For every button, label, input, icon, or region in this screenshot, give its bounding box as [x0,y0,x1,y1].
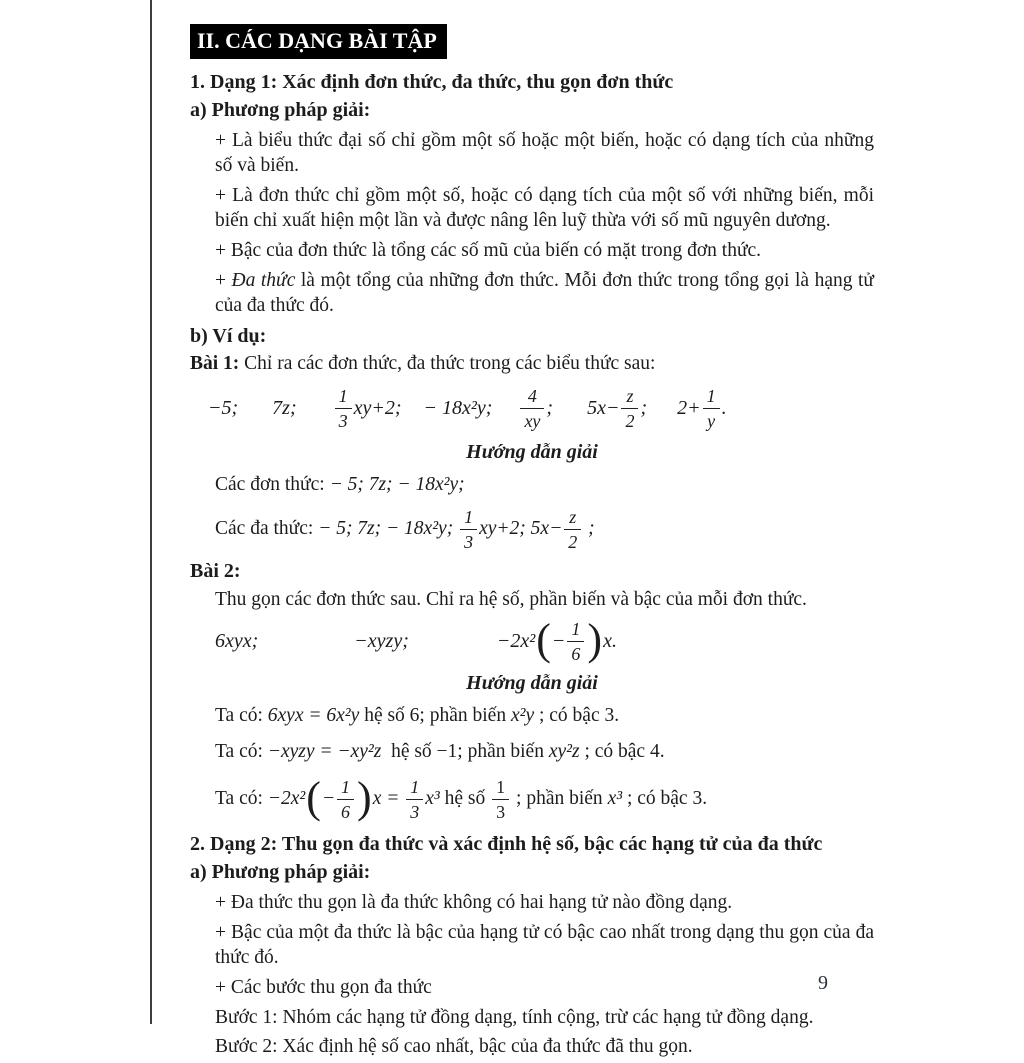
fraction-denominator: 2 [568,531,578,552]
dang1-method-label: a) Phương pháp giải: [190,99,371,122]
dang2-step-2: Bước 2: Xác định hệ số cao nhất, bậc của đa thức đã thu gọn. [215,1036,693,1058]
fraction-denominator: 6 [341,801,351,822]
sol-math: x³ [607,788,623,810]
open-paren: ( [536,614,551,664]
bullet4-term: Đa thức [231,270,296,292]
bai1-expr-6 [587,386,647,431]
fraction [492,777,509,822]
bai1-expr-3 [333,386,402,431]
fraction-numerator: 1 [492,777,509,800]
sol-text: ; có bậc 4. [579,741,665,763]
fraction [335,386,352,431]
sol-text: ; có bậc 3. [534,705,620,727]
bai2-description: Thu gọn các đơn thức sau. Chỉ ra hệ số, phần biến và bậc của mỗi đơn thức. [215,589,807,611]
bai2-expr-2: −xyzy; [354,629,409,652]
dang2-bullet-3: + Các bước thu gọn đa thức [215,977,432,999]
sol-text: ; có bậc 3. [622,788,708,810]
dang1-bullet-1: + Là biểu thức đại số chỉ gồm một số hoặc một biến, hoặc có dạng tích của những số và biến. [215,130,874,177]
minus-sign: − [321,788,336,810]
bai2-solution-3 [190,773,874,825]
fraction-numerator: z [564,507,581,530]
poly-label: Các đa thức: [215,518,319,540]
expr6-pre: 5x− [587,396,620,419]
sol-math: −2x² [267,788,306,810]
close-paren: ) [587,614,603,664]
fraction-numerator: 4 [520,386,544,409]
poly-pre: − 5; 7z; − 18x²y; [318,518,459,540]
bai2-solution-1 [190,701,874,731]
mono-label: Các đơn thức: [215,474,330,496]
dang2-step-1: Bước 1: Nhóm các hạng tử đồng dạng, tính cộng, trừ các hạng tử đồng dạng. [215,1007,814,1029]
sol-math: x²y [510,705,535,727]
expr6-rest: ; [640,396,648,419]
bai1-title [190,351,874,377]
fraction [520,386,544,431]
bai1-solution-guide: Hướng dẫn giải [466,441,598,464]
fraction-denominator: xy [524,410,541,431]
fraction [406,777,423,822]
poly-end: ; [583,518,595,540]
bai2-solution-guide: Hướng dẫn giải [466,672,598,695]
open-paren: ( [306,772,321,822]
fraction-numerator: 1 [406,777,423,800]
bullet4-rest: là một tổng của những đơn thức. Mỗi đơn thức trong tổng gọi là hạng tử của đa thức đó. [215,270,874,317]
fraction-denominator: 3 [464,531,474,552]
sol-math: x³ [425,788,440,810]
bai1-title-rest: Chỉ ra các đơn thức, đa thức trong các biểu thức sau: [244,353,656,375]
fraction-denominator: 2 [625,410,635,431]
fraction-denominator: 3 [496,801,506,822]
sol-label: Ta có: [215,705,268,727]
sol-text: hệ số [439,788,491,810]
fraction [621,386,638,431]
fraction-numerator: 1 [567,619,584,642]
dang2-bullet-1: + Đa thức thu gọn là đa thức không có hai hạng tử nào đồng dạng. [215,892,733,914]
fraction [567,619,584,664]
sol-text: hệ số −1; phần biến [381,741,549,763]
bai2-expr-3 [496,614,617,664]
bullet4-plus: + [215,270,232,292]
dang1-title: 1. Dạng 1: Xác định đơn thức, đa thức, thu gọn đơn thức [190,71,674,94]
fraction [703,386,720,431]
page-content [190,24,874,1063]
dang1-bullet-4 [190,268,874,318]
sol-label: Ta có: [215,741,268,763]
sol-label: Ta có: [215,788,268,810]
bai1-expr-5 [518,386,553,431]
minus-sign: − [551,629,566,652]
sol-text: hệ số 6; phần biến [359,705,511,727]
expr-pre: −2x² [496,629,536,652]
bai1-label: Bài 1: [190,353,245,375]
poly-mid: xy+2; 5x− [479,518,563,540]
fraction-numerator: 1 [337,777,354,800]
fraction-denominator: y [707,410,716,431]
bai2-expr-1: 6xyx; [215,629,259,652]
page-scan-edge [150,0,152,1024]
sol-math: x = [372,788,405,810]
bai1-monomials-line [190,470,874,500]
dang2-method-label: a) Phương pháp giải: [190,861,371,884]
mono-math: − 5; 7z; − 18x²y; [329,474,465,496]
dang1-bullet-2: + Là đơn thức chỉ gồm một số, hoặc có dạng tích của một số với những biến, mỗi biến chỉ xuất hiện một lần và được nâng lên luỹ thừa với số mũ nguyên dương. [215,185,874,232]
fraction [564,507,581,552]
expr5-rest: ; [546,396,554,419]
expr7-rest: . [721,396,727,419]
bai2-solution-2 [190,737,874,767]
bai1-expr-7 [677,386,727,431]
page-number: 9 [818,972,828,994]
dang1-bullet-3: + Bậc của đơn thức là tổng các số mũ của biến có mặt trong đơn thức. [215,240,762,262]
fraction-numerator: z [621,386,638,409]
dang2-bullet-2: + Bậc của một đa thức là bậc của hạng tử có bậc cao nhất trong dạng thu gọn của đa thức đó. [215,922,874,969]
fraction-numerator: 1 [460,507,477,530]
close-paren: ) [357,772,372,822]
expr3-rest: xy+2; [353,396,402,419]
bai1-expr-2: 7z; [272,396,297,419]
fraction-denominator: 3 [338,410,348,431]
fraction-denominator: 3 [410,801,420,822]
bai1-expr-4: − 18x²y; [423,396,493,419]
bai1-expr-1: −5; [208,396,239,419]
fraction-denominator: 6 [571,643,581,664]
dang1-example-label: b) Ví dụ: [190,325,267,348]
dang2-title: 2. Dạng 2: Thu gọn đa thức và xác định hệ số, bậc các hạng tử của đa thức [190,833,823,856]
expr-post: x. [603,629,617,652]
fraction [460,507,477,552]
bai2-expressions [190,616,874,666]
sol-text: ; phần biến [511,788,608,810]
section-header: II. CÁC DẠNG BÀI TẬP [190,24,447,59]
expr7-pre: 2+ [677,396,701,419]
bai1-polynomials-line [190,506,874,552]
sol-math: 6xyx = 6x²y [267,705,360,727]
fraction [337,777,354,822]
fraction-numerator: 1 [703,386,720,409]
bai2-label: Bài 2: [190,560,241,583]
sol-math: −xyzy = −xy²z [267,741,382,763]
fraction-numerator: 1 [335,386,352,409]
sol-math: xy²z [548,741,580,763]
bai1-expressions [190,381,874,435]
